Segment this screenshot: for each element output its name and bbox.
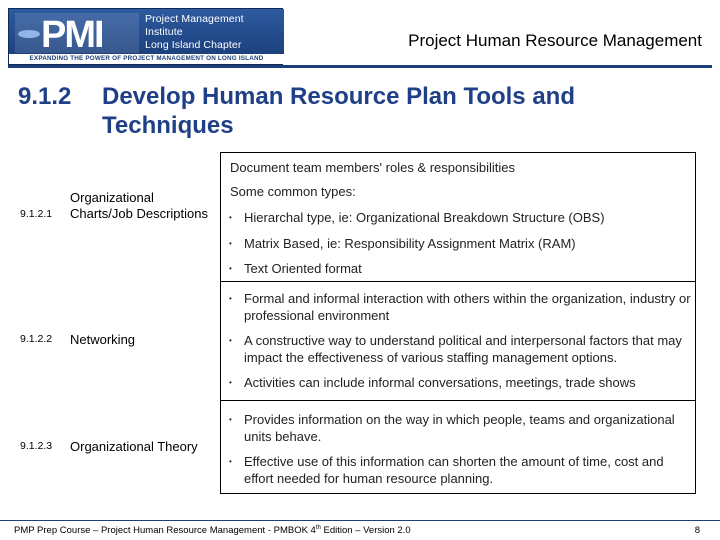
tools-label-column	[18, 152, 220, 494]
bullet-icon: •	[229, 239, 232, 248]
slide-title-number: 9.1.2	[18, 83, 72, 110]
organization-name	[145, 13, 281, 52]
pmi-logo	[8, 8, 283, 65]
slide-header	[0, 0, 720, 68]
org-name-line2: Long Island Chapter	[145, 39, 242, 51]
slide-title	[18, 82, 708, 140]
bullet-icon: •	[229, 294, 232, 303]
organization-tagline: EXPANDING THE POWER OF PROJECT MANAGEMENT ON LONG ISLAND	[9, 54, 284, 64]
footer-text-end: Edition – Version 2.0	[320, 525, 411, 536]
row-number: 9.1.2.3	[20, 440, 53, 452]
bullet-icon: •	[229, 213, 232, 222]
footer-superscript: th	[315, 524, 321, 531]
slide-title-line2: Techniques	[102, 112, 234, 139]
tools-description-column: Document team members' roles & responsibilities Some common types: • Hierarchal type, ie: Organizational Breakdown Structure (OBS) • Matrix Based, ie: Responsibility Assignment Matrix (RAM) • Text Oriented format • Formal and informal interaction with others within the organization, industry or professional environment • A constructive way to understand political and interpersonal factors that may impact the effectiveness of various staffing management options. • Activities can include informal conversations, meetings, trade shows • Provides information on the way in which people, teams and organizational units behave. • Effective use of this information can shorten the amount of time, cost and effort needed for human resource planning.	[220, 152, 696, 494]
row-number: 9.1.2.1	[20, 208, 53, 220]
deck-title: Project Human Resource Management	[408, 31, 702, 50]
slide-title-line1: Develop Human Resource Plan Tools and	[102, 83, 575, 110]
bullet-icon: •	[229, 378, 232, 387]
bullet-icon: •	[229, 336, 232, 345]
row-divider	[220, 400, 696, 401]
slide-footer	[14, 525, 411, 536]
header-divider	[8, 65, 712, 68]
org-name-line1: Project Management Institute	[145, 13, 244, 38]
bullet-icon: •	[229, 415, 232, 424]
footer-text: PMP Prep Course – Project Human Resource Management - PMBOK 4	[14, 525, 316, 536]
row-intro: Document team members' roles & responsibilities	[230, 160, 515, 175]
tools-table	[18, 152, 696, 494]
page-number: 8	[694, 525, 700, 536]
bullet-icon: •	[229, 264, 232, 273]
row-sub-intro: Some common types:	[230, 184, 356, 199]
row-number: 9.1.2.2	[20, 333, 53, 345]
pmi-logo-mark-icon	[15, 13, 139, 53]
row-label: Organizational Theory	[70, 439, 198, 454]
row-label: Networking	[70, 332, 136, 347]
footer-divider	[0, 520, 720, 521]
bullet-icon: •	[229, 457, 232, 466]
logo-letters: PMI	[41, 14, 103, 53]
row-label: Organizational Charts/Job Descriptions	[70, 190, 208, 221]
row-divider	[220, 281, 696, 282]
